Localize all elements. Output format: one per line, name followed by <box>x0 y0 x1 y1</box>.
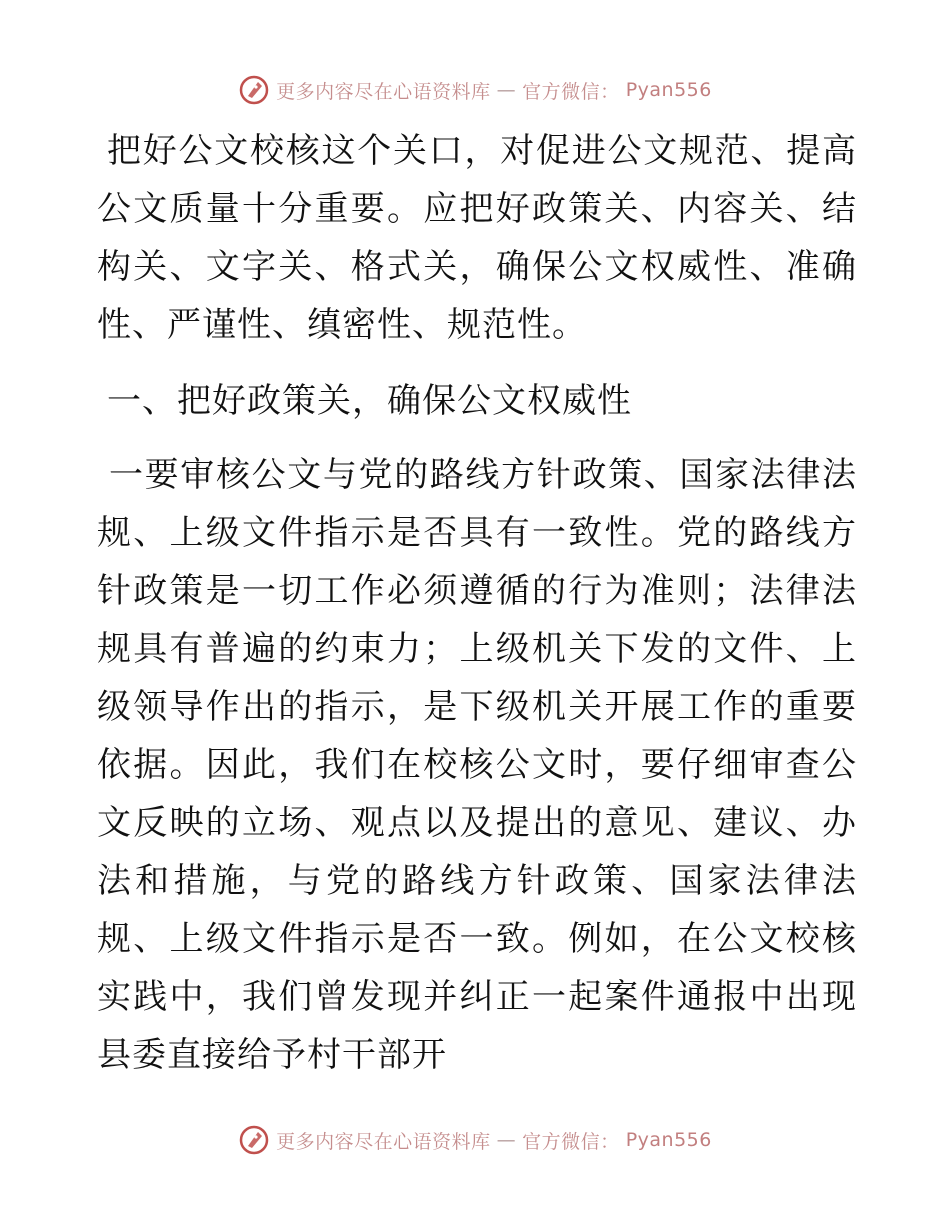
watermark-brand-text: 更多内容尽在心语资料库 <box>276 1130 491 1153</box>
watermark-separator: — <box>496 1129 517 1151</box>
pen-nib-logo-icon <box>238 74 270 106</box>
watermark-official-label: 官方微信： <box>522 80 620 103</box>
header-watermark <box>0 74 950 106</box>
watermark-separator: — <box>496 79 517 101</box>
watermark-wechat-id: Pyan556 <box>625 79 712 101</box>
section-heading-1: 一、把好政策关，确保公文权威性 <box>107 381 632 421</box>
watermark-wechat-id: Pyan556 <box>625 1129 712 1151</box>
paragraph-intro: 把好公文校核这个关口，对促进公文规范、提高公文质量十分重要。应把好政策关、内容关、结构关、文字关、格式关，确保公文权威性、准确性、严谨性、缜密性、规范性。 <box>97 131 857 345</box>
watermark-official-label: 官方微信： <box>522 1130 620 1153</box>
document-body <box>97 122 857 1084</box>
pen-nib-logo-icon <box>238 1124 270 1156</box>
footer-watermark <box>0 1124 950 1156</box>
watermark-brand-text: 更多内容尽在心语资料库 <box>276 80 491 103</box>
paragraph-policy: 一要审核公文与党的路线方针政策、国家法律法规、上级文件指示是否具有一致性。党的路线方针政策是一切工作必须遵循的行为准则；法律法规具有普遍的约束力；上级机关下发的文件、上级领导作出的指示，是下级机关开展工作的重要依据。因此，我们在校核公文时，要仔细审查公文反映的立场、观点以及提出的意见、建议、办法和措施，与党的路线方针政策、国家法律法规、上级文件指示是否一致。例如，在公文校核实践中，我们曾发现并纠正一起案件通报中出现县委直接给予村干部开 <box>97 455 857 1075</box>
